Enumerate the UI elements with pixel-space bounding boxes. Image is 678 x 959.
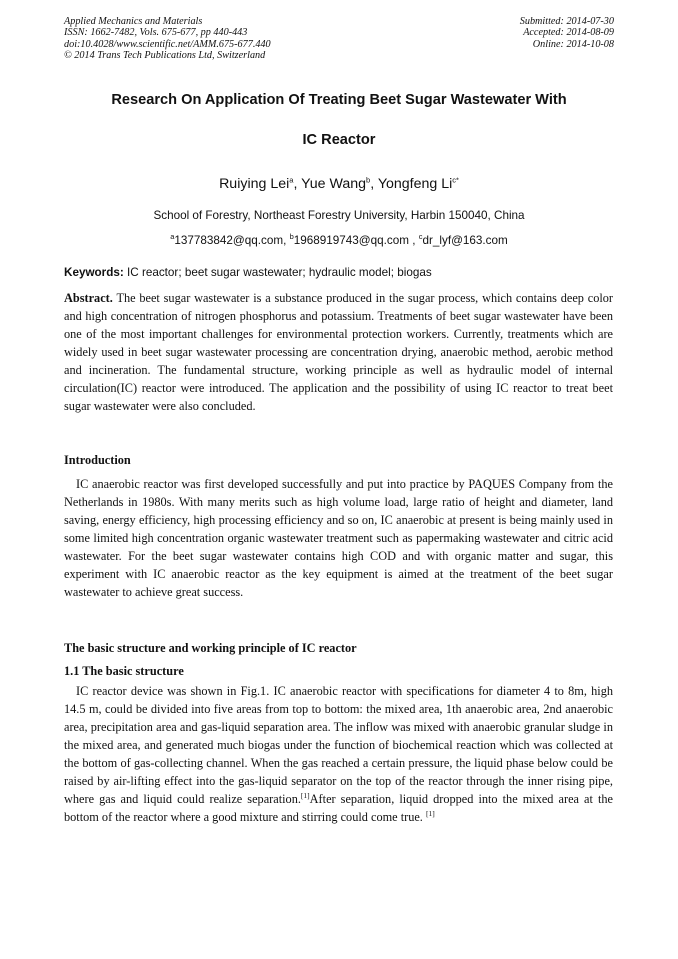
abstract-label: Abstract. (64, 291, 113, 305)
section-heading: The basic structure and working principle of IC reactor (64, 641, 357, 655)
author-name: Yue Wang (301, 176, 367, 192)
keywords-text: IC reactor; beet sugar wastewater; hydraulic model; biogas (127, 266, 432, 279)
email-address: dr_lyf@163.com (422, 234, 508, 247)
basic-structure-text-a: IC reactor device was shown in Fig.1. IC anaerobic reactor with specifications for diameter 4 to 8m, high 14.5 m, could be divided into five areas from top to bottom: the mixed area, 1th anaerobic area, 2nd anaerobic area, precipitation area and gas-liquid separation area. The inflow was mixed with anaerobic granular sludge in the mixed area, and generated much biogas under the function of biochemical reaction which was collected at the bottom of gas-collecting channel. When the gas reached a certain pressure, the liquid phase below could be raised by air-lifting effect into the gas-liquid separator on the top of the reactor through the inner rising pipe, where gas and liquid could realize separation. (64, 684, 613, 806)
affiliation: School of Forestry, Northeast Forestry University, Harbin 150040, China (153, 209, 525, 222)
introduction-heading: Introduction (64, 453, 131, 467)
keywords-label: Keywords: (64, 266, 124, 279)
keywords (64, 266, 432, 279)
author-affiliation-mark: a (289, 175, 294, 185)
submission-dates (520, 16, 614, 50)
citation-mark: [1] (300, 790, 310, 800)
journal-issn: ISSN: 1662-7482, Vols. 675-677, pp 440-443 (64, 27, 248, 39)
author-affiliation-mark: c* (452, 175, 459, 185)
abstract-text: The beet sugar wastewater is a substance produced in the sugar process, which contains deep color and high concentration of nitrogen phosphorus and potassium. Treatments of beet sugar wastewater have been one of the most important challenges for environmental protection workers. Currently, treatments which are widely used in beet sugar wastewater processing are concentration drying, anaerobic method, aerobic method and incineration. The fundamental structure, working principle as well as hydraulic model of internal circulation(IC) reactor were introduced. The application and the possibility of using IC reactor to treat beet sugar wastewater were also concluded. (64, 291, 613, 413)
email-address: 1968919743@qq.com (293, 234, 409, 247)
paper-title-line-2: IC Reactor (302, 132, 376, 148)
journal-header (64, 16, 271, 62)
journal-copyright: © 2014 Trans Tech Publications Ltd, Switzerland (64, 50, 266, 62)
author-name: Ruiying Lei (219, 176, 290, 192)
author-affiliation-mark: b (366, 175, 371, 185)
journal-name: Applied Mechanics and Materials (64, 16, 203, 27)
email-list: $^a$137783842@qq.com, $^b$1968919743@qq.com , $^c$dr_lyf@163.com (170, 232, 508, 247)
basic-structure-text (64, 682, 613, 826)
submitted-date: Submitted: 2014-07-30 (519, 16, 614, 27)
email-mark: c (418, 232, 423, 242)
email-mark: a (170, 232, 175, 242)
author-name: Yongfeng Li (377, 176, 453, 192)
email-mark: b (289, 232, 294, 242)
introduction-text: IC anaerobic reactor was first developed successfully and put into practice by PAQUES Company from the Netherlands in 1980s. With many merits such as high volume load, large ratio of height and diameter, land saving, energy efficiency, high processing efficiency and so on, IC anaerobic at present is being mainly used in some limited high concentration organic wastewater treatment such as papermaking wastewater and citric acid wastewater. For the beet sugar wastewater contains high COD and with organic matter and sugar, this experiment with IC anaerobic reactor as the key equipment is aimed at the treatment of the beet sugar wastewater to achieve great success. (64, 477, 613, 599)
online-date: Online: 2014-10-08 (532, 38, 614, 50)
basic-structure-text-b: After separation, liquid dropped into the mixed area at the bottom of the reactor where a good mixture and stirring could come true. (64, 792, 613, 824)
citation-mark: [1] (425, 808, 435, 818)
accepted-date: Accepted: 2014-08-09 (523, 27, 614, 39)
journal-doi: doi:10.4028/www.scientific.net/AMM.675-677.440 (64, 38, 271, 50)
paper-title-line-1: Research On Application Of Treating Beet Sugar Wastewater With (111, 92, 567, 108)
subsection-heading: 1.1 The basic structure (64, 664, 184, 678)
abstract (64, 289, 613, 415)
email-address: 137783842@qq.com (174, 234, 284, 247)
author-list: Ruiying Lei$^a$, Yue Wang$^b$, Yongfeng $Li^{c*}$ (219, 175, 459, 192)
